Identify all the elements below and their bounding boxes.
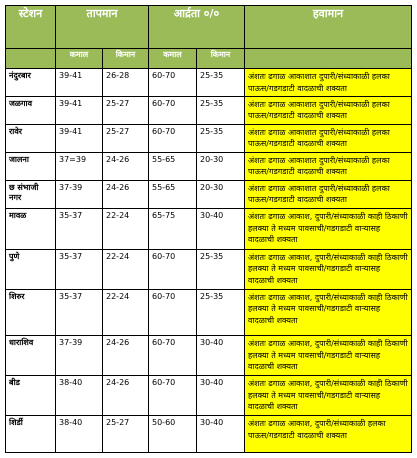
- humidity-min-cell: 30-40: [197, 336, 245, 376]
- station-cell: जालना: [6, 152, 56, 180]
- humidity-min-cell: 30-40: [197, 416, 245, 453]
- weather-forecast-table: [5, 5, 412, 453]
- table-row: [6, 336, 412, 376]
- table-row: [6, 69, 412, 97]
- temperature-header: तापमान: [56, 6, 149, 49]
- humidity-min-cell: 20-30: [197, 180, 245, 209]
- header-row: [6, 6, 412, 49]
- humidity-min-header: किमान: [197, 49, 245, 69]
- temp-max-cell: 38-40: [56, 376, 103, 416]
- temp-max-cell: 37=39: [56, 152, 103, 180]
- humidity-header: आर्द्रता ०/०: [149, 6, 245, 49]
- station-cell: पुणे: [6, 249, 56, 289]
- humidity-min-cell: 20-30: [197, 152, 245, 180]
- station-header: स्टेशन: [6, 6, 56, 49]
- weather-cell: अंशतः ढगाळ आकाश, दुपारी/संध्याकाळी काही ठिकाणी हलक्या ते मध्यम पावसाची/गडगडाटी वाऱ्यासह वादळाची शक्यता: [245, 289, 412, 335]
- temp-min-cell: 24-26: [103, 376, 149, 416]
- weather-cell: अंशतः ढगाळ आकाशात दुपारी/संध्याकाळी हलका पाऊस/गडगडाटी वादळाची शक्यता: [245, 124, 412, 152]
- weather-cell: अंशतः ढगाळ आकाशात दुपारी/संध्याकाळी हलका पाऊस/गडगडाटी वादळाची शक्यता: [245, 96, 412, 124]
- temp-min-cell: 25-27: [103, 96, 149, 124]
- humidity-max-cell: 60-70: [149, 69, 197, 97]
- table-row: [6, 416, 412, 453]
- temp-min-cell: 24-26: [103, 336, 149, 376]
- temp-max-cell: 35-37: [56, 289, 103, 335]
- table-row: [6, 376, 412, 416]
- temp-min-cell: 24-26: [103, 152, 149, 180]
- station-cell: रावेर: [6, 124, 56, 152]
- humidity-max-header: कमाल: [149, 49, 197, 69]
- humidity-max-cell: 50-60: [149, 416, 197, 453]
- station-cell: बीड: [6, 376, 56, 416]
- humidity-max-cell: 60-70: [149, 336, 197, 376]
- temp-max-cell: 39-41: [56, 69, 103, 97]
- humidity-min-cell: 30-40: [197, 209, 245, 249]
- humidity-min-cell: 25-35: [197, 124, 245, 152]
- station-cell: नंदुरबार: [6, 69, 56, 97]
- temp-max-cell: 39-41: [56, 124, 103, 152]
- humidity-min-cell: 25-35: [197, 289, 245, 335]
- temp-min-header: किमान: [103, 49, 149, 69]
- weather-cell: अंशतः ढगाळ आकाश, दुपारी/संध्याकाळी काही ठिकाणी हलक्या ते मध्यम पावसाची/गडगडाटी वाऱ्यासह वादळाची शक्यता: [245, 249, 412, 289]
- subheader-row: [6, 49, 412, 69]
- table-row: [6, 124, 412, 152]
- temp-min-cell: 25-27: [103, 124, 149, 152]
- weather-cell: अंशतः ढगाळ आकाश, दुपारी/संध्याकाळी काही ठिकाणी हलक्या ते मध्यम पावसाची/गडगडाटी वाऱ्यासह वादळाची शक्यता: [245, 209, 412, 249]
- temp-max-header: कमाल: [56, 49, 103, 69]
- temp-min-cell: 24-26: [103, 180, 149, 209]
- station-cell: धाराशिव: [6, 336, 56, 376]
- temp-min-cell: 26-28: [103, 69, 149, 97]
- weather-cell: अंशतः ढगाळ आकाश, दुपारी/संध्याकाळी काही ठिकाणी हलक्या ते मध्यम पावसाची/गडगडाटी वाऱ्यासह वादळाची शक्यता: [245, 336, 412, 376]
- humidity-max-cell: 60-70: [149, 376, 197, 416]
- table-body: [6, 69, 412, 453]
- station-cell: शिर्डी: [6, 416, 56, 453]
- temp-min-cell: 22-24: [103, 249, 149, 289]
- station-cell: शिरुर: [6, 289, 56, 335]
- temp-max-cell: 38-40: [56, 416, 103, 453]
- humidity-max-cell: 60-70: [149, 124, 197, 152]
- temp-max-cell: 39-41: [56, 96, 103, 124]
- table-row: [6, 180, 412, 209]
- weather-cell: अंशतः ढगाळ आकाश, दुपारी/संध्याकाळी हलका पाऊस/गडगडाटी वादळाची शक्यता: [245, 416, 412, 453]
- humidity-max-cell: 55-65: [149, 152, 197, 180]
- table-row: [6, 249, 412, 289]
- humidity-max-cell: 65-75: [149, 209, 197, 249]
- weather-cell: अंशतः ढगाळ आकाशात दुपारी/संध्याकाळी हलका पाऊस/गडगडाटी वादळाची शक्यता: [245, 180, 412, 209]
- weather-subheader-empty: [245, 49, 412, 69]
- humidity-max-cell: 60-70: [149, 249, 197, 289]
- station-cell: मावळ: [6, 209, 56, 249]
- station-cell: छ संभाजी नगर: [6, 180, 56, 209]
- humidity-max-cell: 55-65: [149, 180, 197, 209]
- weather-header: हवामान: [245, 6, 412, 49]
- humidity-min-cell: 25-35: [197, 96, 245, 124]
- weather-cell: अंशतः ढगाळ आकाशात दुपारी/संध्याकाळी हलका पाऊस/गडगडाटी वादळाची शक्यता: [245, 152, 412, 180]
- temp-max-cell: 37-39: [56, 336, 103, 376]
- temp-min-cell: 22-24: [103, 209, 149, 249]
- temp-min-cell: 22-24: [103, 289, 149, 335]
- temp-max-cell: 37-39: [56, 180, 103, 209]
- table-row: [6, 152, 412, 180]
- humidity-max-cell: 60-70: [149, 289, 197, 335]
- humidity-min-cell: 25-35: [197, 69, 245, 97]
- humidity-min-cell: 25-35: [197, 249, 245, 289]
- station-subheader-empty: [6, 49, 56, 69]
- humidity-min-cell: 30-40: [197, 376, 245, 416]
- temp-max-cell: 35-37: [56, 209, 103, 249]
- table-row: [6, 289, 412, 335]
- weather-cell: अंशतः ढगाळ आकाशात दुपारी/संध्याकाळी हलका पाऊस/गडगडाटी वादळाची शक्यता: [245, 69, 412, 97]
- table-row: [6, 96, 412, 124]
- temp-min-cell: 25-27: [103, 416, 149, 453]
- temp-max-cell: 35-37: [56, 249, 103, 289]
- weather-cell: अंशतः ढगाळ आकाश, दुपारी/संध्याकाळी काही ठिकाणी हलक्या ते मध्यम पावसाची/गडगडाटी वाऱ्यासह वादळाची शक्यता: [245, 376, 412, 416]
- station-cell: जळगाव: [6, 96, 56, 124]
- humidity-max-cell: 60-70: [149, 96, 197, 124]
- table-row: [6, 209, 412, 249]
